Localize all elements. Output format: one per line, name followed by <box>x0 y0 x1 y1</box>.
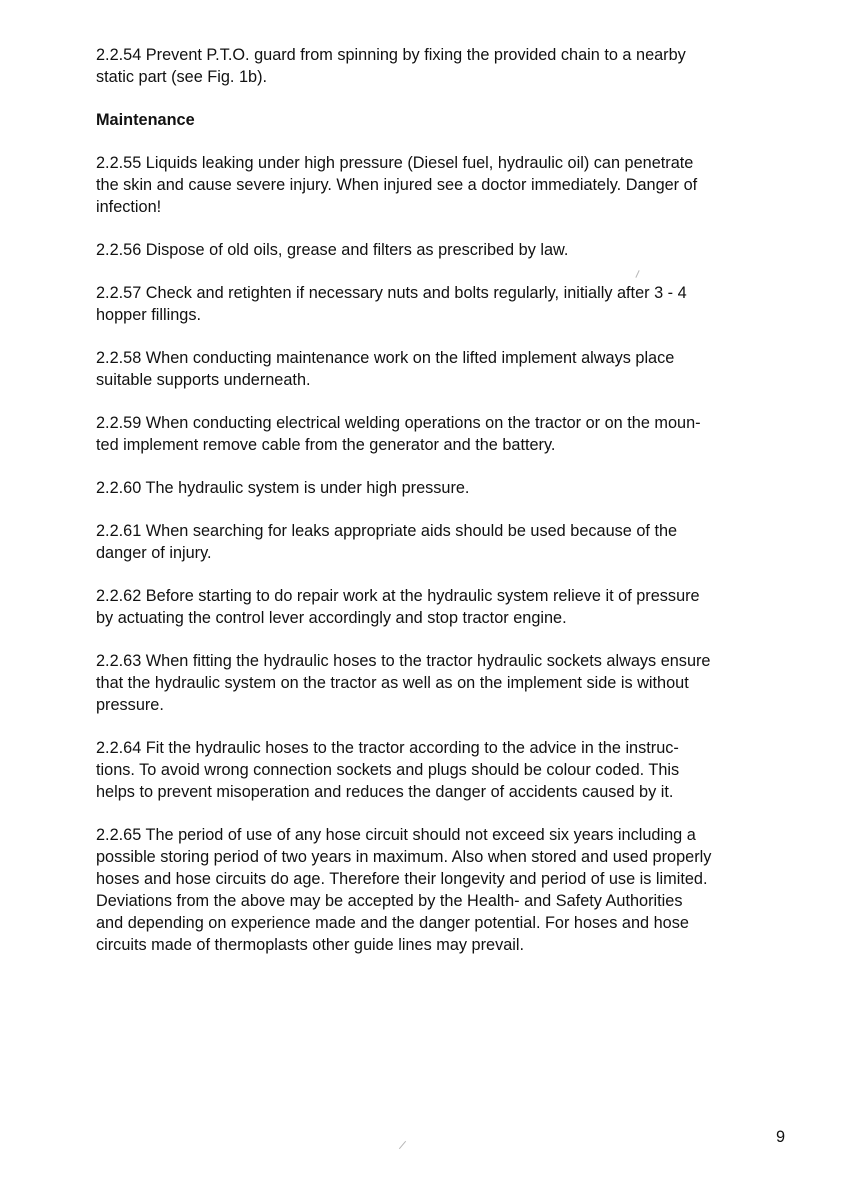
text-line: 2.2.55 Liquids leaking under high pressure (Diesel fuel, hydraulic oil) can penetrate <box>96 154 694 172</box>
text-line: circuits made of thermoplasts other guide lines may prevail. <box>96 936 525 954</box>
text-line: hopper fillings. <box>96 306 201 324</box>
paragraph-2-2-62 <box>96 585 796 629</box>
page-content <box>96 44 796 977</box>
paragraph-2-2-60 <box>96 477 796 499</box>
text-line: 2.2.63 When fitting the hydraulic hoses to the tractor hydraulic sockets always ensure <box>96 652 711 670</box>
text-line: 2.2.62 Before starting to do repair work at the hydraulic system relieve it of pressure <box>96 587 700 605</box>
text-line: infection! <box>96 198 162 216</box>
text-line: possible storing period of two years in maximum. Also when stored and used properly <box>96 848 712 866</box>
paragraph-2-2-61 <box>96 520 796 564</box>
paragraph-2-2-55 <box>96 152 796 218</box>
text-line: 2.2.54 Prevent P.T.O. guard from spinning by fixing the provided chain to a nearby <box>96 46 686 64</box>
text-line: tions. To avoid wrong connection sockets and plugs should be colour coded. This <box>96 761 680 779</box>
text-line: 2.2.58 When conducting maintenance work on the lifted implement always place <box>96 349 675 367</box>
text-line: static part (see Fig. 1b). <box>96 68 268 86</box>
scan-mark <box>399 1141 406 1149</box>
text-line: hoses and hose circuits do age. Therefore their longevity and period of use is limited. <box>96 870 708 888</box>
text-line: 2.2.57 Check and retighten if necessary nuts and bolts regularly, initially after 3 - 4 <box>96 284 687 302</box>
text-line: 2.2.59 When conducting electrical welding operations on the tractor or on the moun- <box>96 414 701 432</box>
paragraph-2-2-64 <box>96 737 796 803</box>
section-heading: Maintenance <box>96 111 195 129</box>
paragraph-2-2-59 <box>96 412 796 456</box>
text-line: 2.2.65 The period of use of any hose circuit should not exceed six years including a <box>96 826 696 844</box>
paragraph-2-2-56 <box>96 239 796 261</box>
text-line: by actuating the control lever accordingly and stop tractor engine. <box>96 609 567 627</box>
paragraph-2-2-58 <box>96 347 796 391</box>
text-line: ted implement remove cable from the generator and the battery. <box>96 436 556 454</box>
text-line: suitable supports underneath. <box>96 371 311 389</box>
text-line: helps to prevent misoperation and reduces the danger of accidents caused by it. <box>96 783 674 801</box>
paragraph-2-2-65 <box>96 824 796 956</box>
text-line: 2.2.56 Dispose of old oils, grease and filters as prescribed by law. <box>96 241 569 259</box>
text-line: danger of injury. <box>96 544 212 562</box>
paragraph-2-2-63 <box>96 650 796 716</box>
text-line: pressure. <box>96 696 164 714</box>
page-number: 9 <box>776 1128 786 1146</box>
text-line: 2.2.61 When searching for leaks appropriate aids should be used because of the <box>96 522 678 540</box>
text-line: 2.2.60 The hydraulic system is under high pressure. <box>96 479 470 497</box>
text-line: the skin and cause severe injury. When injured see a doctor immediately. Danger of <box>96 176 698 194</box>
text-line: that the hydraulic system on the tractor as well as on the implement side is without <box>96 674 689 692</box>
paragraph-2-2-57 <box>96 282 796 326</box>
paragraph-2-2-54 <box>96 44 796 88</box>
text-line: 2.2.64 Fit the hydraulic hoses to the tractor according to the advice in the instruc- <box>96 739 679 757</box>
text-line: Deviations from the above may be accepted by the Health- and Safety Authorities <box>96 892 683 910</box>
text-line: and depending on experience made and the danger potential. For hoses and hose <box>96 914 689 932</box>
